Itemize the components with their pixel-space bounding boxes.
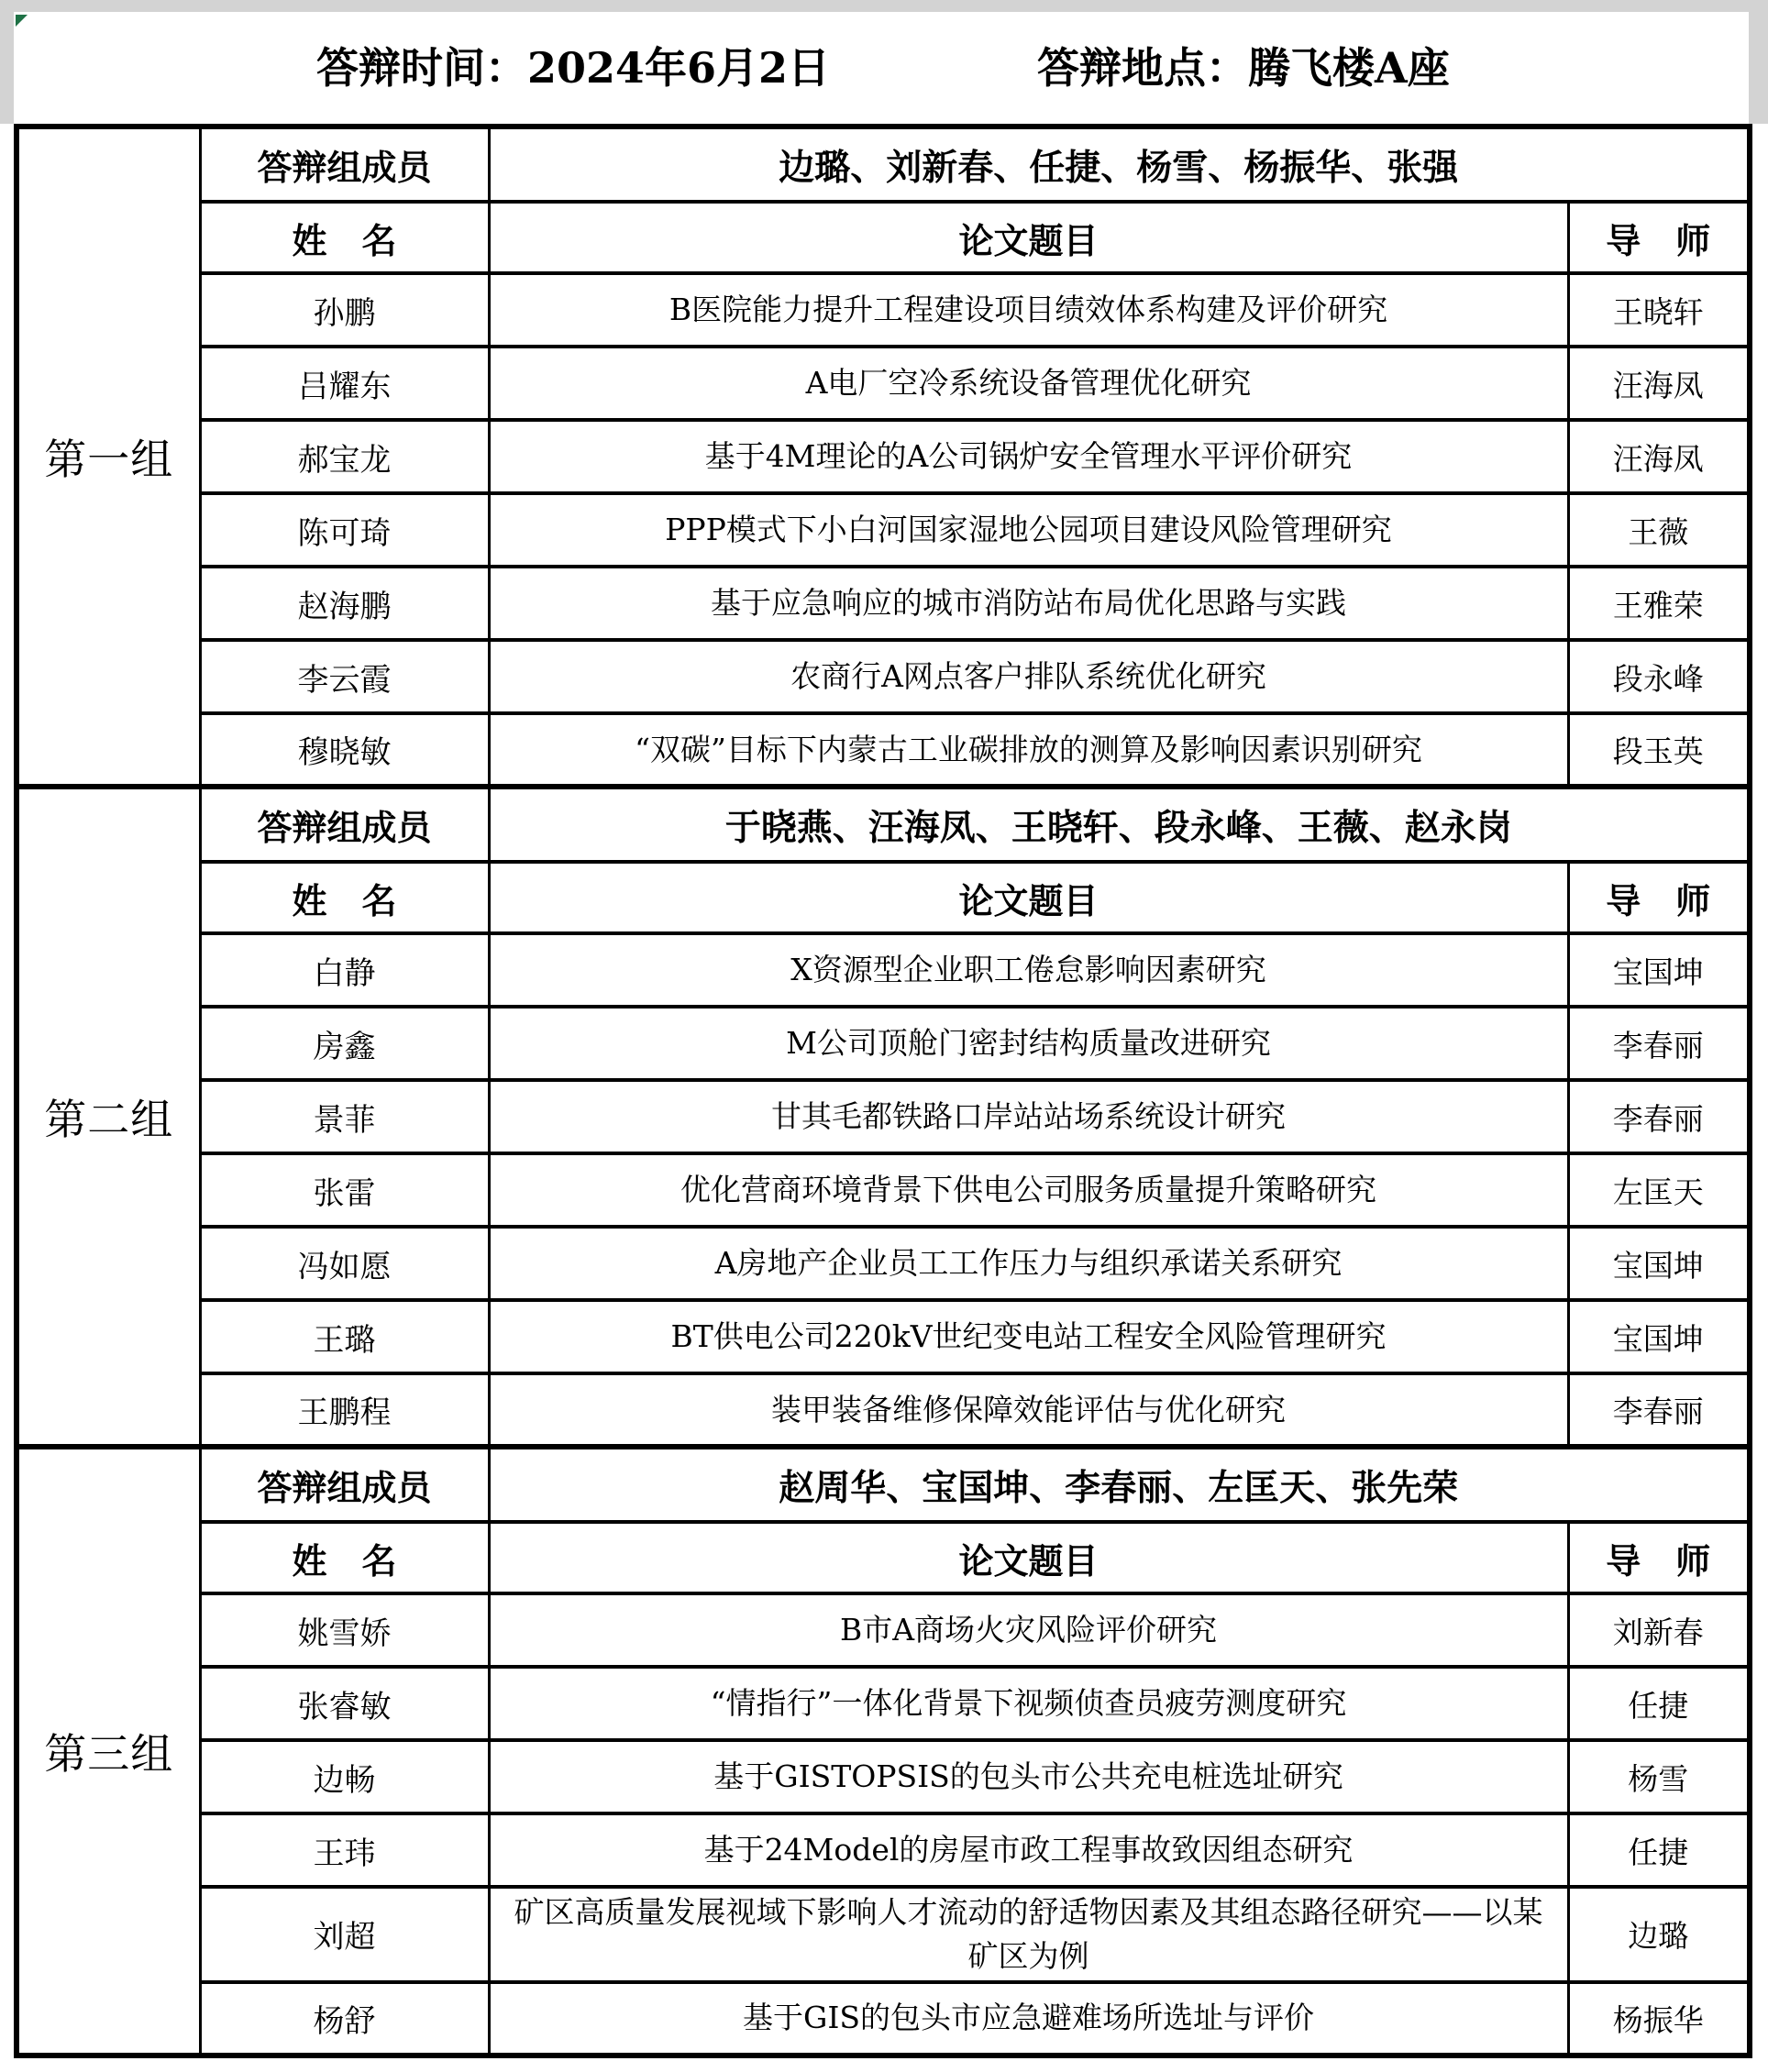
student-name-cell: 边畅 xyxy=(200,1740,489,1813)
student-row xyxy=(17,1153,1750,1227)
student-row xyxy=(17,933,1750,1007)
student-row xyxy=(17,1667,1750,1740)
column-header-title: 论文题目 xyxy=(489,862,1568,933)
student-name-cell: 景菲 xyxy=(200,1080,489,1153)
thesis-title-cell: M公司顶舱门密封结构质量改进研究 xyxy=(489,1007,1568,1080)
column-header-row xyxy=(17,202,1750,273)
student-row xyxy=(17,713,1750,787)
committee-members-cell: 赵周华、宝国坤、李春丽、左匡天、张先荣 xyxy=(489,1447,1750,1522)
committee-row xyxy=(17,1447,1750,1522)
student-row xyxy=(17,493,1750,567)
thesis-title-cell: 矿区高质量发展视域下影响人才流动的舒适物因素及其组态路径研究——以某矿区为例 xyxy=(489,1887,1568,1982)
student-name-cell: 张睿敏 xyxy=(200,1667,489,1740)
group-label-cell: 第二组 xyxy=(17,787,200,1447)
table-title-band xyxy=(14,12,1749,124)
thesis-title-cell: 基于4M理论的A公司锅炉安全管理水平评价研究 xyxy=(489,420,1568,493)
column-header-title: 论文题目 xyxy=(489,202,1568,273)
thesis-title-cell: 基于24Model的房屋市政工程事故致因组态研究 xyxy=(489,1813,1568,1887)
student-row xyxy=(17,1740,1750,1813)
thesis-title-cell: 基于GIS的包头市应急避难场所选址与评价 xyxy=(489,1982,1568,2055)
student-row xyxy=(17,1300,1750,1373)
thesis-title-cell: 优化营商环境背景下供电公司服务质量提升策略研究 xyxy=(489,1153,1568,1227)
student-name-cell: 孙鹏 xyxy=(200,273,489,347)
student-name-cell: 杨舒 xyxy=(200,1982,489,2055)
advisor-name-cell: 宝国坤 xyxy=(1568,933,1750,1007)
advisor-name-cell: 汪海凤 xyxy=(1568,420,1750,493)
advisor-name-cell: 王雅荣 xyxy=(1568,567,1750,640)
committee-members-cell: 边璐、刘新春、任捷、杨雪、杨振华、张强 xyxy=(489,127,1750,202)
thesis-title-cell: B市A商场火灾风险评价研究 xyxy=(489,1593,1568,1667)
advisor-name-cell: 边璐 xyxy=(1568,1887,1750,1982)
student-name-cell: 穆晓敏 xyxy=(200,713,489,787)
column-header-row xyxy=(17,1522,1750,1593)
advisor-name-cell: 段玉英 xyxy=(1568,713,1750,787)
thesis-title-cell: “情指行”一体化背景下视频侦查员疲劳测度研究 xyxy=(489,1667,1568,1740)
defense-time-label: 答辩时间：2024年6月2日 xyxy=(316,43,831,93)
student-row xyxy=(17,1887,1750,1982)
advisor-name-cell: 杨雪 xyxy=(1568,1740,1750,1813)
thesis-title-cell: 基于GISTOPSIS的包头市公共充电桩选址研究 xyxy=(489,1740,1568,1813)
column-header-advisor: 导 师 xyxy=(1568,202,1750,273)
column-header-row xyxy=(17,862,1750,933)
student-name-cell: 王璐 xyxy=(200,1300,489,1373)
student-row xyxy=(17,1007,1750,1080)
student-name-cell: 姚雪娇 xyxy=(200,1593,489,1667)
advisor-name-cell: 王薇 xyxy=(1568,493,1750,567)
advisor-name-cell: 汪海凤 xyxy=(1568,347,1750,420)
page-background-strip-right xyxy=(1749,12,1768,124)
student-row xyxy=(17,1080,1750,1153)
committee-row xyxy=(17,787,1750,862)
committee-label-cell: 答辩组成员 xyxy=(200,1447,489,1522)
column-header-name: 姓 名 xyxy=(200,202,489,273)
advisor-name-cell: 刘新春 xyxy=(1568,1593,1750,1667)
group-label-cell: 第一组 xyxy=(17,127,200,787)
student-name-cell: 赵海鹏 xyxy=(200,567,489,640)
student-name-cell: 陈可琦 xyxy=(200,493,489,567)
student-name-cell: 吕耀东 xyxy=(200,347,489,420)
advisor-name-cell: 任捷 xyxy=(1568,1813,1750,1887)
advisor-name-cell: 任捷 xyxy=(1568,1667,1750,1740)
advisor-name-cell: 段永峰 xyxy=(1568,640,1750,713)
student-name-cell: 刘超 xyxy=(200,1887,489,1982)
committee-members-cell: 于晓燕、汪海凤、王晓轩、段永峰、王薇、赵永岗 xyxy=(489,787,1750,862)
committee-row xyxy=(17,127,1750,202)
defense-location-label: 答辩地点：腾飞楼A座 xyxy=(1037,43,1450,93)
student-row xyxy=(17,1813,1750,1887)
cell-error-triangle-icon xyxy=(16,15,28,27)
thesis-title-cell: X资源型企业职工倦怠影响因素研究 xyxy=(489,933,1568,1007)
student-row xyxy=(17,420,1750,493)
student-row xyxy=(17,640,1750,713)
page-background-strip-left xyxy=(0,12,14,124)
page-background-strip-top xyxy=(0,0,1768,12)
student-name-cell: 白静 xyxy=(200,933,489,1007)
student-row xyxy=(17,1593,1750,1667)
column-header-title: 论文题目 xyxy=(489,1522,1568,1593)
student-row xyxy=(17,567,1750,640)
student-name-cell: 郝宝龙 xyxy=(200,420,489,493)
advisor-name-cell: 左匡天 xyxy=(1568,1153,1750,1227)
student-row xyxy=(17,347,1750,420)
thesis-title-cell: PPP模式下小白河国家湿地公园项目建设风险管理研究 xyxy=(489,493,1568,567)
student-row xyxy=(17,1982,1750,2055)
column-header-name: 姓 名 xyxy=(200,1522,489,1593)
thesis-title-cell: BT供电公司220kV世纪变电站工程安全风险管理研究 xyxy=(489,1300,1568,1373)
column-header-advisor: 导 师 xyxy=(1568,862,1750,933)
committee-label-cell: 答辩组成员 xyxy=(200,127,489,202)
thesis-title-cell: B医院能力提升工程建设项目绩效体系构建及评价研究 xyxy=(489,273,1568,347)
thesis-title-cell: 基于应急响应的城市消防站布局优化思路与实践 xyxy=(489,567,1568,640)
student-row xyxy=(17,273,1750,347)
student-name-cell: 冯如愿 xyxy=(200,1227,489,1300)
student-name-cell: 张雷 xyxy=(200,1153,489,1227)
advisor-name-cell: 宝国坤 xyxy=(1568,1227,1750,1300)
committee-label-cell: 答辩组成员 xyxy=(200,787,489,862)
student-name-cell: 房鑫 xyxy=(200,1007,489,1080)
column-header-advisor: 导 师 xyxy=(1568,1522,1750,1593)
column-header-name: 姓 名 xyxy=(200,862,489,933)
advisor-name-cell: 杨振华 xyxy=(1568,1982,1750,2055)
advisor-name-cell: 李春丽 xyxy=(1568,1007,1750,1080)
advisor-name-cell: 李春丽 xyxy=(1568,1080,1750,1153)
student-name-cell: 王玮 xyxy=(200,1813,489,1887)
thesis-title-cell: 甘其毛都铁路口岸站站场系统设计研究 xyxy=(489,1080,1568,1153)
defense-schedule-table xyxy=(14,124,1752,2058)
student-row xyxy=(17,1227,1750,1300)
advisor-name-cell: 李春丽 xyxy=(1568,1373,1750,1447)
thesis-title-cell: “双碳”目标下内蒙古工业碳排放的测算及影响因素识别研究 xyxy=(489,713,1568,787)
thesis-title-cell: A房地产企业员工工作压力与组织承诺关系研究 xyxy=(489,1227,1568,1300)
thesis-title-cell: 农商行A网点客户排队系统优化研究 xyxy=(489,640,1568,713)
group-label-cell: 第三组 xyxy=(17,1447,200,2055)
student-row xyxy=(17,1373,1750,1447)
thesis-title-cell: A电厂空冷系统设备管理优化研究 xyxy=(489,347,1568,420)
student-name-cell: 王鹏程 xyxy=(200,1373,489,1447)
student-name-cell: 李云霞 xyxy=(200,640,489,713)
thesis-title-cell: 装甲装备维修保障效能评估与优化研究 xyxy=(489,1373,1568,1447)
advisor-name-cell: 宝国坤 xyxy=(1568,1300,1750,1373)
advisor-name-cell: 王晓轩 xyxy=(1568,273,1750,347)
